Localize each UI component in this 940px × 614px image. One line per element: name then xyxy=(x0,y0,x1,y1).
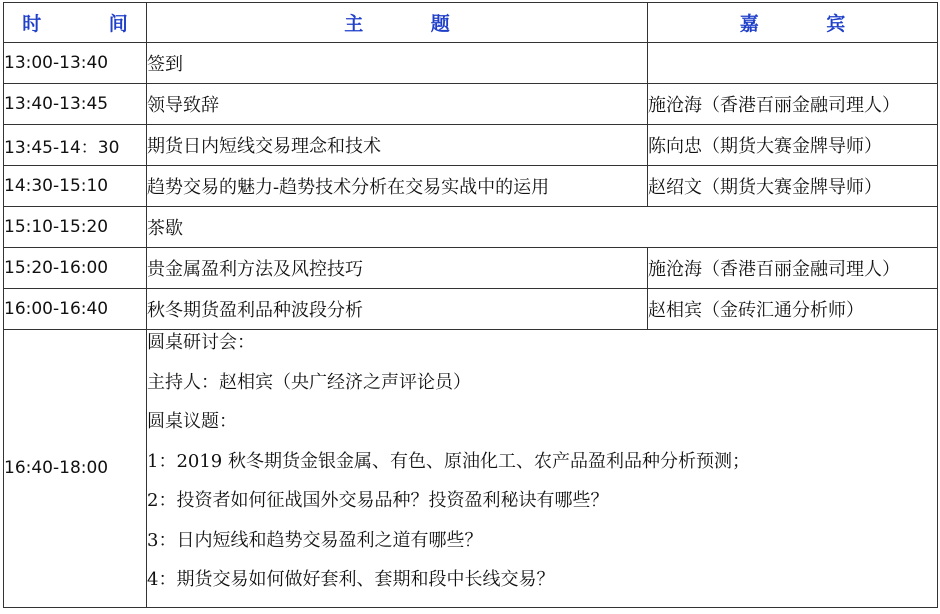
time-cell: 14:30-15:10 xyxy=(4,166,147,207)
roundtable-topic-item: 3：日内短线和趋势交易盈利之道有哪些？ xyxy=(147,529,483,551)
table-row xyxy=(4,84,938,125)
topic-cell: 期货日内短线交易理念和技术 xyxy=(147,125,648,166)
topic-cell: 领导致辞 xyxy=(147,84,648,125)
table-row xyxy=(4,248,938,289)
roundtable-topic-item: 1：2019 秋冬期货金银金属、有色、原油化工、农产品盈利品种分析预测； xyxy=(147,450,750,472)
roundtable-topic-item: 2：投资者如何征战国外交易品种？投资盈利秘诀有哪些？ xyxy=(147,490,609,511)
header-guest: 嘉 宾 xyxy=(648,3,938,43)
topic-cell: 趋势交易的魅力-趋势技术分析在交易实战中的运用 xyxy=(147,166,648,207)
guest-cell: 施沧海（香港百丽金融司理人） xyxy=(648,84,938,125)
table-row xyxy=(4,289,938,330)
agenda-table xyxy=(3,2,938,608)
roundtable-cell xyxy=(147,330,938,608)
table-row xyxy=(4,166,938,207)
header-time: 时 间 xyxy=(4,3,147,43)
guest-cell: 陈向忠（期货大赛金牌导师） xyxy=(648,125,938,166)
roundtable-host: 主持人：赵相宾（央广经济之声评论员） xyxy=(147,371,471,393)
guest-cell xyxy=(648,43,938,84)
topic-cell: 茶歇 xyxy=(147,207,938,248)
topic-cell: 秋冬期货盈利品种波段分析 xyxy=(147,289,648,330)
time-cell: 15:10-15:20 xyxy=(4,207,147,248)
topic-cell: 贵金属盈利方法及风控技巧 xyxy=(147,248,648,289)
table-row xyxy=(4,207,938,248)
roundtable-topic-item: 4：期货交易如何做好套利、套期和段中长线交易？ xyxy=(147,569,555,590)
time-cell: 16:00-16:40 xyxy=(4,289,147,330)
guest-cell: 施沧海（香港百丽金融司理人） xyxy=(648,248,938,289)
header-row xyxy=(4,3,938,43)
time-cell: 15:20-16:00 xyxy=(4,248,147,289)
topic-cell: 签到 xyxy=(147,43,648,84)
table-row xyxy=(4,125,938,166)
guest-cell: 赵相宾（金砖汇通分析师） xyxy=(648,289,938,330)
time-cell: 13:40-13:45 xyxy=(4,84,147,125)
header-topic: 主 题 xyxy=(147,3,648,43)
time-cell: 13:45-14：30 xyxy=(4,125,147,166)
roundtable-topics-heading: 圆桌议题： xyxy=(147,411,237,432)
roundtable-row xyxy=(4,330,938,608)
time-cell: 16:40-18:00 xyxy=(4,330,147,608)
roundtable-title: 圆桌研讨会： xyxy=(147,332,255,353)
time-cell: 13:00-13:40 xyxy=(4,43,147,84)
table-row xyxy=(4,43,938,84)
guest-cell: 赵绍文（期货大赛金牌导师） xyxy=(648,166,938,207)
